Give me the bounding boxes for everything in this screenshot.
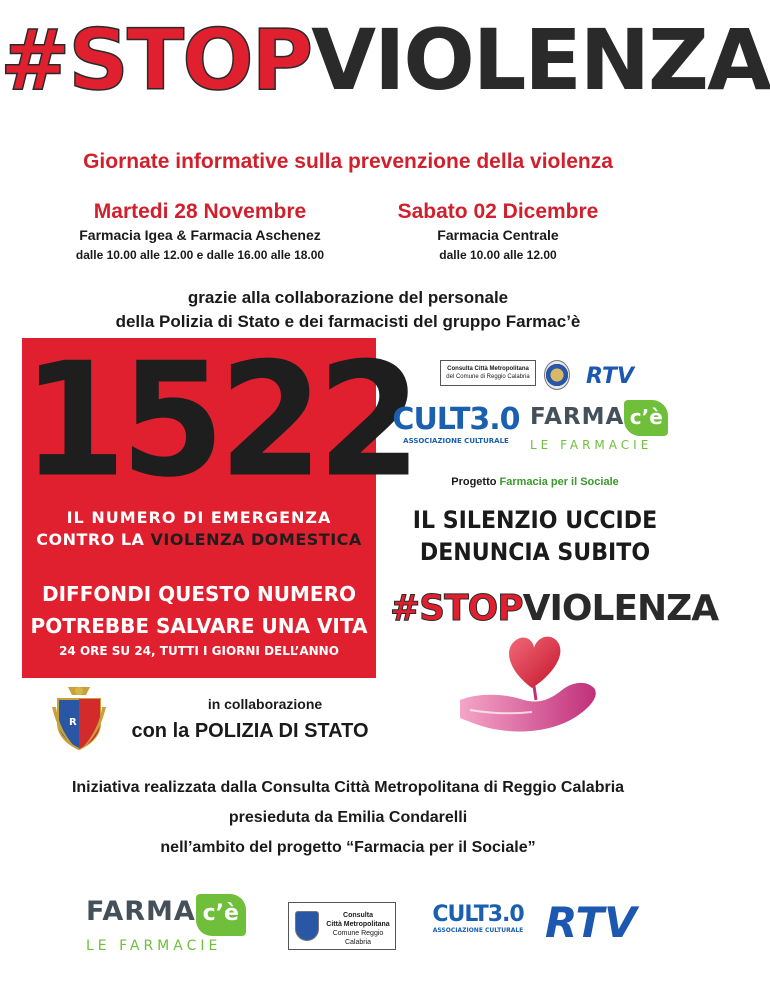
rtv-logo-footer: RTV <box>545 898 637 947</box>
consulta-name: Consulta Città Metropolitana <box>447 366 529 372</box>
city-seal-icon <box>295 911 319 941</box>
event-date: Sabato 02 Dicembre <box>397 200 599 223</box>
cult-logo <box>392 402 520 445</box>
farma-word: FARMA <box>86 896 196 927</box>
svg-text:R: R <box>69 717 77 728</box>
cult-logo-text: CULT3.0 <box>432 902 524 927</box>
footer-line: nell’ambito del progetto “Farmacia per il Sociale” <box>160 839 536 856</box>
farma-word: FARMA <box>530 404 625 430</box>
event-place: Farmacia Centrale <box>437 227 559 243</box>
event-hours: dalle 10.00 alle 12.00 <box>439 248 557 262</box>
thanks-text <box>0 286 696 334</box>
progetto-name: Farmacia per il Sociale <box>499 476 619 488</box>
event-hours: dalle 10.00 alle 12.00 e dalle 16.00 alle 18.00 <box>75 248 325 262</box>
hashtag-stop: STOP <box>419 588 523 629</box>
farmace-logo <box>530 400 680 452</box>
city-seal-icon <box>544 360 570 390</box>
consulta-footer-line: Consulta <box>343 912 373 919</box>
farma-sub: LE FARMACIE <box>530 438 653 452</box>
emergency-line <box>22 530 376 549</box>
leaf-icon: c’è <box>196 894 246 936</box>
event-date: Martedi 28 Novembre <box>93 200 307 223</box>
thanks-line: grazie alla collaborazione del personale <box>187 288 509 307</box>
footer-line: Iniziativa realizzata dalla Consulta Città Metropolitana di Reggio Calabria <box>71 779 625 796</box>
farmace-logo-footer <box>86 894 256 954</box>
collab-line: in collaborazione <box>207 696 323 712</box>
consulta-footer-line: Comune Reggio Calabria <box>332 930 384 946</box>
emergency-line-part: CONTRO LA <box>36 530 151 549</box>
farma-sub: LE FARMACIE <box>86 938 222 954</box>
hashtag-stop: STOP <box>68 11 312 109</box>
cult-logo-sub: ASSOCIAZIONE CULTURALE <box>403 437 509 445</box>
progetto-label <box>390 476 680 488</box>
hashtag-small <box>390 588 719 629</box>
leaf-icon: c’è <box>624 400 668 436</box>
consulta-footer-line: Città Metropolitana <box>326 921 390 928</box>
thanks-line: della Polizia di Stato e dei farmacisti del gruppo Farmac’è <box>115 312 581 331</box>
rtv-logo: RTV <box>586 364 634 389</box>
footer-line: presieduta da Emilia Condarelli <box>228 809 468 826</box>
silenzio-line: IL SILENZIO UCCIDE <box>412 506 658 534</box>
heart-hand-icon <box>450 628 610 738</box>
consulta-logo-small <box>440 360 536 386</box>
cult-logo-sub: ASSOCIAZIONE CULTURALE <box>432 927 524 934</box>
event-place: Farmacia Igea & Farmacia Aschenez <box>79 227 321 243</box>
emergency-line: 24 ORE SU 24, TUTTI I GIORNI DELL’ANNO <box>59 644 339 658</box>
emergency-line: POTREBBE SALVARE UNA VITA <box>30 614 368 638</box>
emergency-line: IL NUMERO DI EMERGENZA <box>66 508 332 527</box>
emergency-number: 1522 <box>22 329 416 513</box>
event-2 <box>370 200 626 262</box>
hashtag-hash: # <box>390 588 420 629</box>
emergency-box <box>22 329 416 678</box>
collab-line: con la POLIZIA DI STATO <box>131 720 369 742</box>
progetto-prefix: Progetto <box>451 476 500 488</box>
hashtag-title <box>0 11 770 109</box>
silenzio-line: DENUNCIA SUBITO <box>419 538 651 566</box>
consulta-footer-text <box>323 911 393 947</box>
event-1 <box>40 200 360 262</box>
consulta-sub: del Comune di Reggio Calabria <box>446 374 530 380</box>
emergency-line-highlight: VIOLENZA DOMESTICA <box>150 530 362 549</box>
consulta-logo-footer <box>288 902 396 950</box>
police-crest-icon <box>50 683 108 753</box>
subtitle: Giornate informative sulla prevenzione della violenza <box>83 150 613 173</box>
hashtag-violenza: VIOLENZA <box>522 588 719 629</box>
hashtag-hash: # <box>0 11 69 109</box>
cult-logo-footer <box>432 902 524 934</box>
cult-logo-text: CULT3.0 <box>392 402 520 437</box>
hashtag-violenza: VIOLENZA <box>311 11 770 109</box>
sponsor-logo-row <box>440 360 640 392</box>
emergency-line: DIFFONDI QUESTO NUMERO <box>42 582 356 606</box>
